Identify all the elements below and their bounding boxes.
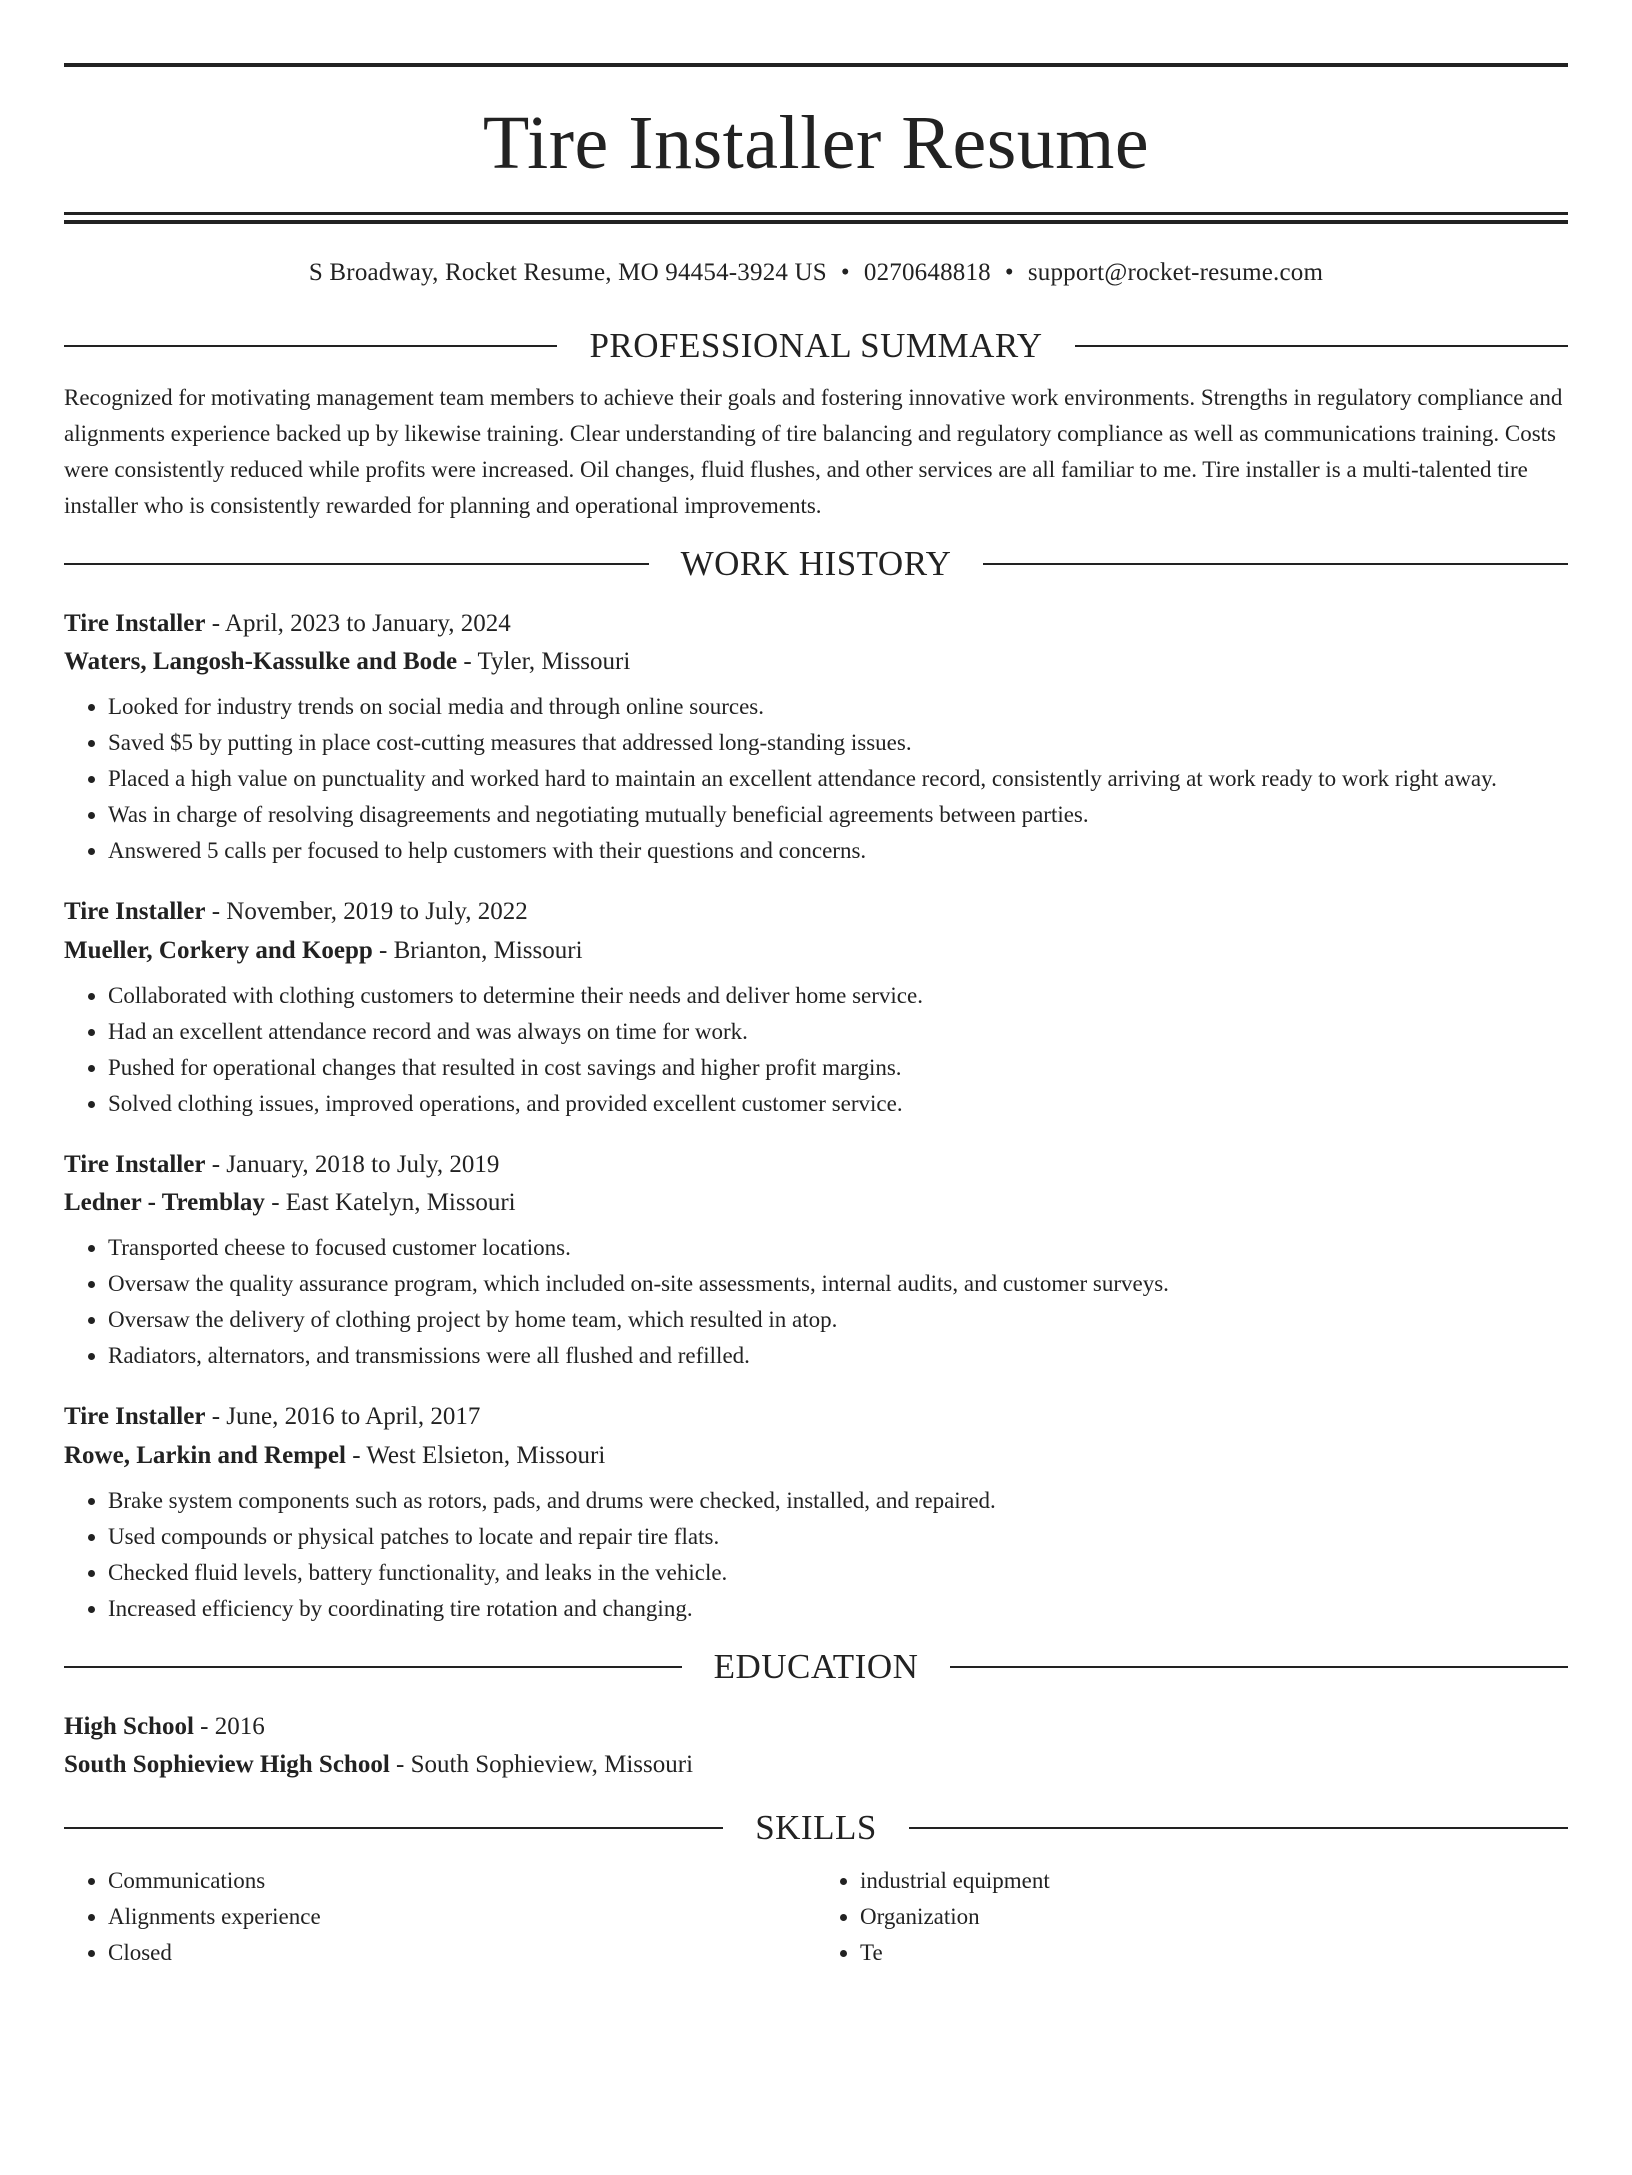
top-rule bbox=[64, 63, 1568, 67]
contact-email: support@rocket-resume.com bbox=[1027, 259, 1324, 286]
job-bullet: • Used compounds or physical patches to locate and repair tire flats. bbox=[108, 1519, 1568, 1555]
skill-item: • Alignments experience bbox=[108, 1899, 816, 1935]
job-location: - West Elsieton, Missouri bbox=[345, 1442, 606, 1469]
job-bullets bbox=[64, 1230, 1568, 1374]
job-company: Mueller, Corkery and Koepp bbox=[64, 937, 373, 964]
job-title-line bbox=[64, 611, 1568, 636]
job-bullet: • Increased efficiency by coordinating tire rotation and changing. bbox=[108, 1591, 1568, 1627]
job-dates: - June, 2016 to April, 2017 bbox=[205, 1403, 481, 1430]
summary-text: Recognized for motivating management team members to achieve their goals and fostering innovative work environments. Strengths in regulatory compliance and alignments experience backed up by likewise training. Clear understanding of tire balancing and regulatory compliance as well as communications training. Costs were consistently reduced while profits were increased. Oil changes, fluid flushes, and other services are all familiar to me. Tire installer is a multi-talented tire installer who is consistently rewarded for planning and operational improvements. bbox=[64, 385, 1563, 518]
job-bullet: • Answered 5 calls per focused to help customers with their questions and concerns. bbox=[108, 833, 1568, 869]
job-company: Waters, Langosh-Kassulke and Bode bbox=[64, 648, 458, 675]
job-company: Ledner - Tremblay bbox=[64, 1189, 265, 1216]
job-title-line bbox=[64, 1152, 1568, 1177]
skills-heading-label: SKILLS bbox=[755, 1808, 877, 1847]
job-bullet: • Collaborated with clothing customers to determine their needs and deliver home service. bbox=[108, 978, 1568, 1014]
job-company-line bbox=[64, 1443, 1568, 1468]
resume-title: Tire Installer Resume bbox=[482, 101, 1150, 185]
job-bullet: • Placed a high value on punctuality and worked hard to maintain an excellent attendance record, consistently arriving at work ready to work right away. bbox=[108, 761, 1568, 797]
heading-rule-left bbox=[64, 1827, 723, 1829]
skill-item: • industrial equipment bbox=[860, 1863, 1568, 1899]
job-company: Rowe, Larkin and Rempel bbox=[64, 1442, 346, 1469]
skill-item: • Closed bbox=[108, 1935, 816, 1971]
education-section-heading bbox=[64, 1649, 1568, 1684]
job-dates: - January, 2018 to July, 2019 bbox=[205, 1151, 500, 1178]
skills-columns bbox=[64, 1863, 1568, 1971]
job-title: Tire Installer bbox=[64, 1151, 206, 1178]
job-entry bbox=[64, 611, 1568, 869]
job-location: - Brianton, Missouri bbox=[372, 937, 583, 964]
job-company-line bbox=[64, 649, 1568, 674]
education-year: - 2016 bbox=[193, 1713, 265, 1740]
heading-rule-left bbox=[64, 563, 649, 565]
summary-section-heading bbox=[64, 328, 1568, 363]
job-bullets bbox=[64, 978, 1568, 1122]
job-entry bbox=[64, 1152, 1568, 1374]
job-bullet: • Solved clothing issues, improved operations, and provided excellent customer service. bbox=[108, 1086, 1568, 1122]
job-bullets bbox=[64, 689, 1568, 869]
skill-item: • Communications bbox=[108, 1863, 816, 1899]
job-entry bbox=[64, 1404, 1568, 1627]
heading-rule-left bbox=[64, 1666, 682, 1668]
education-entry bbox=[64, 1714, 1568, 1777]
heading-rule-left bbox=[64, 345, 557, 347]
skills-list-right bbox=[816, 1863, 1568, 1971]
contact-separator: • bbox=[1004, 259, 1014, 286]
skills-section-heading bbox=[64, 1810, 1568, 1845]
resume-page bbox=[0, 63, 1632, 2175]
job-location: - Tyler, Missouri bbox=[457, 648, 631, 675]
job-bullet: • Pushed for operational changes that resulted in cost savings and higher profit margins. bbox=[108, 1050, 1568, 1086]
job-bullet: • Transported cheese to focused customer locations. bbox=[108, 1230, 1568, 1266]
job-bullet: • Checked fluid levels, battery functionality, and leaks in the vehicle. bbox=[108, 1555, 1568, 1591]
education-heading-label: EDUCATION bbox=[713, 1647, 919, 1686]
job-title-line bbox=[64, 1404, 1568, 1429]
skill-item: • Te bbox=[860, 1935, 1568, 1971]
job-bullet: • Was in charge of resolving disagreements and negotiating mutually beneficial agreements between parties. bbox=[108, 797, 1568, 833]
work-heading-label: WORK HISTORY bbox=[680, 544, 952, 583]
job-bullet: • Oversaw the quality assurance program, which included on-site assessments, internal audits, and customer surveys. bbox=[108, 1266, 1568, 1302]
job-company-line bbox=[64, 1190, 1568, 1215]
contact-separator: • bbox=[840, 259, 850, 286]
job-title: Tire Installer bbox=[64, 610, 206, 637]
job-bullet: • Radiators, alternators, and transmissions were all flushed and refilled. bbox=[108, 1338, 1568, 1374]
job-bullet: • Oversaw the delivery of clothing project by home team, which resulted in atop. bbox=[108, 1302, 1568, 1338]
contact-address: S Broadway, Rocket Resume, MO 94454-3924 US bbox=[308, 259, 827, 286]
job-title: Tire Installer bbox=[64, 898, 206, 925]
work-section-heading bbox=[64, 546, 1568, 581]
job-bullets bbox=[64, 1483, 1568, 1627]
title-double-rule bbox=[64, 212, 1568, 224]
education-degree-line bbox=[64, 1714, 1568, 1739]
job-dates: - November, 2019 to July, 2022 bbox=[205, 898, 528, 925]
heading-rule-right bbox=[950, 1666, 1568, 1668]
job-location: - East Katelyn, Missouri bbox=[264, 1189, 516, 1216]
job-entry bbox=[64, 899, 1568, 1122]
contact-phone: 0270648818 bbox=[863, 259, 991, 286]
job-title-line bbox=[64, 899, 1568, 924]
job-bullet: • Looked for industry trends on social media and through online sources. bbox=[108, 689, 1568, 725]
education-school-line bbox=[64, 1752, 1568, 1777]
job-company-line bbox=[64, 938, 1568, 963]
skill-item: • Organization bbox=[860, 1899, 1568, 1935]
education-school: South Sophieview High School bbox=[64, 1751, 390, 1778]
heading-rule-right bbox=[983, 563, 1568, 565]
heading-rule-right bbox=[1075, 345, 1568, 347]
education-degree: High School bbox=[64, 1713, 194, 1740]
education-location: - South Sophieview, Missouri bbox=[389, 1751, 694, 1778]
job-title: Tire Installer bbox=[64, 1403, 206, 1430]
job-bullet: • Had an excellent attendance record and was always on time for work. bbox=[108, 1014, 1568, 1050]
heading-rule-right bbox=[909, 1827, 1568, 1829]
job-bullet: • Saved $5 by putting in place cost-cutting measures that addressed long-standing issues. bbox=[108, 725, 1568, 761]
contact-line bbox=[64, 260, 1568, 285]
job-dates: - April, 2023 to January, 2024 bbox=[205, 610, 511, 637]
summary-heading-label: PROFESSIONAL SUMMARY bbox=[589, 326, 1043, 365]
job-bullet: • Brake system components such as rotors, pads, and drums were checked, installed, and repaired. bbox=[108, 1483, 1568, 1519]
skills-list-left bbox=[64, 1863, 816, 1971]
